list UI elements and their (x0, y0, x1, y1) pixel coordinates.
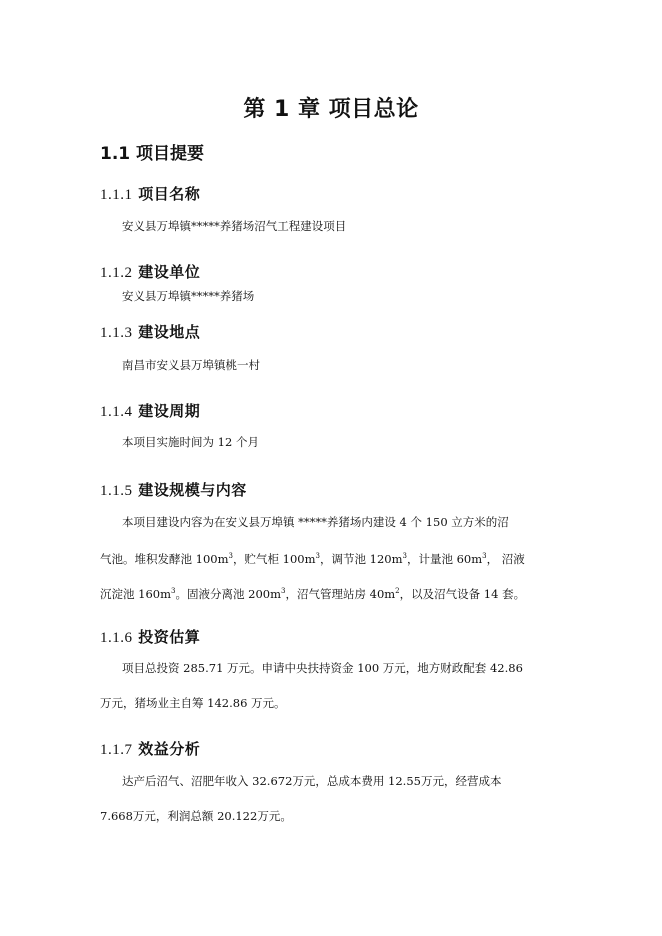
superscript: 3 (171, 587, 176, 595)
construction-unit-text: 安义县万埠镇*****养猪场 (122, 289, 255, 303)
construction-period-text: 本项目实施时间为 12 个月 (122, 435, 259, 449)
subsection-title: 建设地点 (138, 323, 201, 341)
subsection-heading-6 (100, 626, 200, 647)
investment-text-line-2: 万元，猪场业主自筹 142.86 万元。 (100, 696, 286, 710)
text-fragment: ， 沼液 (486, 552, 525, 566)
subsection-title: 建设规模与内容 (138, 481, 247, 499)
text-fragment: 。固液分离池 200m (175, 587, 281, 601)
text-fragment: ，以及沼气设备 14 套。 (399, 587, 526, 601)
subsection-title: 建设单位 (138, 263, 201, 281)
text-fragment: ，调节池 120m (319, 552, 403, 566)
superscript: 3 (281, 587, 286, 595)
text-fragment: ，贮气柜 100m (232, 552, 316, 566)
subsection-heading-5 (100, 479, 247, 500)
benefit-text-line-2: 7.668万元，利润总额 20.122万元。 (100, 809, 292, 823)
subsection-heading-7 (100, 738, 200, 759)
scale-text-line-1: 本项目建设内容为在安义县万埠镇 *****养猪场内建设 4 个 150 立方米的沼 (122, 515, 509, 529)
section-heading (100, 139, 204, 164)
subsection-title: 投资估算 (138, 628, 201, 646)
section-title: 项目提要 (136, 144, 205, 164)
subsection-title: 效益分析 (138, 740, 201, 758)
text-fragment: ，计量池 60m (406, 552, 483, 566)
chapter-title: 第 1 章 项目总论 (243, 97, 419, 122)
subsection-number: 1.1.5 (100, 483, 133, 499)
subsection-heading-2 (100, 261, 200, 282)
subsection-heading-4 (100, 400, 200, 421)
subsection-number: 1.1.1 (100, 187, 133, 203)
text-fragment: 气池。堆积发酵池 100m (100, 552, 229, 566)
subsection-title: 项目名称 (138, 185, 201, 203)
construction-site-text: 南昌市安义县万埠镇桃一村 (122, 358, 260, 372)
text-fragment: 沉淀池 160m (100, 587, 172, 601)
subsection-number: 1.1.6 (100, 630, 133, 646)
subsection-title: 建设周期 (138, 402, 201, 420)
superscript: 3 (315, 552, 320, 560)
subsection-number: 1.1.2 (100, 265, 133, 281)
subsection-number: 1.1.7 (100, 742, 133, 758)
superscript: 2 (395, 587, 400, 595)
subsection-heading-1 (100, 183, 200, 204)
text-fragment: ，沼气管理站房 40m (285, 587, 396, 601)
project-name-text: 安义县万埠镇*****养猪场沼气工程建设项目 (122, 219, 347, 233)
subsection-number: 1.1.3 (100, 325, 133, 341)
subsection-heading-3 (100, 321, 200, 342)
section-number: 1.1 (100, 144, 131, 164)
superscript: 3 (482, 552, 487, 560)
subsection-number: 1.1.4 (100, 404, 133, 420)
benefit-text-line-1: 达产后沼气、沼肥年收入 32.672万元，总成本费用 12.55万元，经营成本 (122, 774, 502, 788)
investment-text-line-1: 项目总投资 285.71 万元。申请中央扶持资金 100 万元，地方财政配套 42.86 (122, 661, 523, 675)
scale-text-line-3 (100, 585, 525, 601)
superscript: 3 (228, 552, 233, 560)
scale-text-line-2 (100, 550, 525, 566)
superscript: 3 (402, 552, 407, 560)
